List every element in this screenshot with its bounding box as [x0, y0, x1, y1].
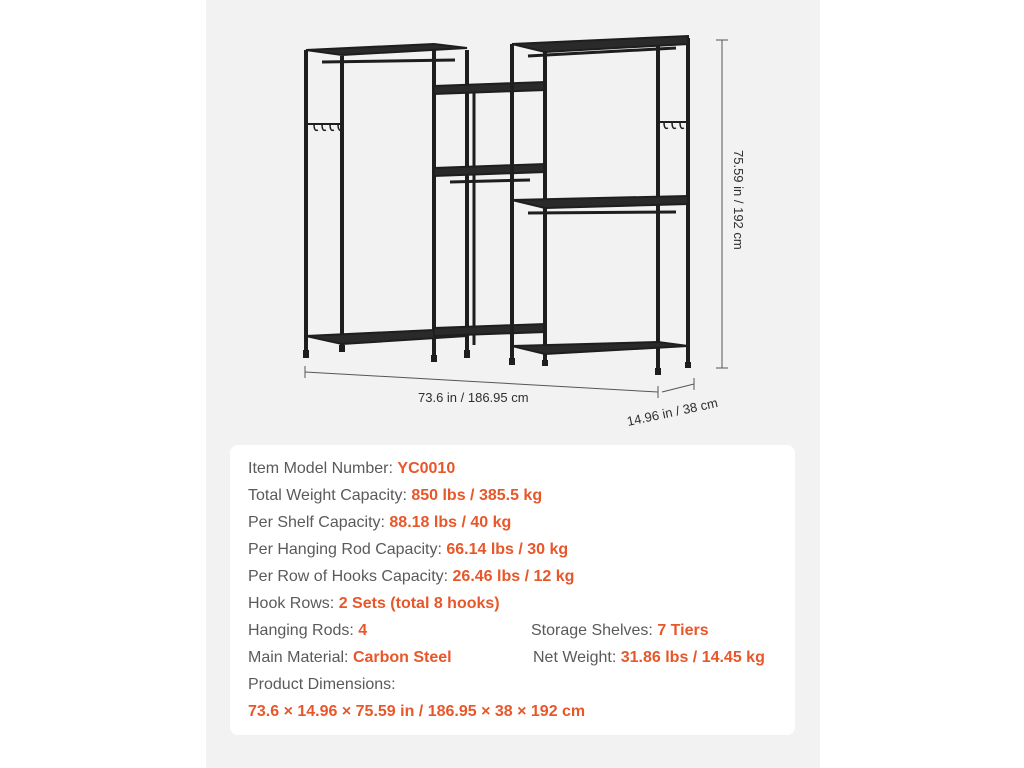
spec-per-hooks-label: Per Row of Hooks Capacity:: [248, 568, 449, 585]
depth-label: 14.96 in / 38 cm: [625, 395, 720, 429]
spec-product-dimensions-label: Product Dimensions:: [248, 676, 396, 693]
spec-per-shelf: [248, 513, 511, 533]
width-label: 73.6 in / 186.95 cm: [418, 390, 529, 405]
spec-hanging-rods-value: 4: [358, 622, 368, 639]
spec-storage-shelves: [531, 621, 709, 641]
spec-model-label: Item Model Number:: [248, 460, 393, 477]
spec-per-rod-label: Per Hanging Rod Capacity:: [248, 541, 442, 558]
spec-hook-rows-value: 2 Sets (total 8 hooks): [338, 595, 500, 612]
spec-material-label: Main Material:: [248, 649, 349, 666]
spec-net-weight-label: Net Weight:: [533, 649, 617, 666]
spec-model-value: YC0010: [397, 460, 456, 477]
spec-per-rod: [248, 540, 568, 560]
spec-hook-rows-label: Hook Rows:: [248, 595, 335, 612]
spec-per-shelf-value: 88.18 lbs / 40 kg: [389, 514, 512, 531]
spec-hanging-rods: [248, 621, 367, 641]
spec-per-hooks-value: 26.46 lbs / 12 kg: [452, 568, 575, 585]
spec-model: [248, 459, 455, 479]
height-dimension: [716, 40, 728, 368]
rack-illustration: [306, 36, 688, 375]
spec-product-dimensions-text: 73.6 × 14.96 × 75.59 in / 186.95 × 38 × 192 cm: [248, 703, 586, 720]
spec-total-weight-label: Total Weight Capacity:: [248, 487, 407, 504]
spec-total-weight: [248, 486, 542, 506]
spec-net-weight: [533, 648, 765, 668]
spec-net-weight-value: 31.86 lbs / 14.45 kg: [620, 649, 765, 666]
spec-total-weight-value: 850 lbs / 385.5 kg: [411, 487, 543, 504]
spec-product-dimensions-value: [248, 702, 585, 722]
spec-per-rod-value: 66.14 lbs / 30 kg: [446, 541, 569, 558]
depth-dimension: [662, 378, 694, 392]
spec-hook-rows: [248, 594, 500, 614]
spec-hanging-rods-label: Hanging Rods:: [248, 622, 354, 639]
spec-per-hooks: [248, 567, 574, 587]
spec-storage-shelves-value: 7 Tiers: [657, 622, 709, 639]
spec-material: [248, 648, 452, 668]
spec-storage-shelves-label: Storage Shelves:: [531, 622, 653, 639]
spec-material-value: Carbon Steel: [352, 649, 452, 666]
spec-per-shelf-label: Per Shelf Capacity:: [248, 514, 385, 531]
height-label: 75.59 in / 192 cm: [731, 150, 746, 250]
